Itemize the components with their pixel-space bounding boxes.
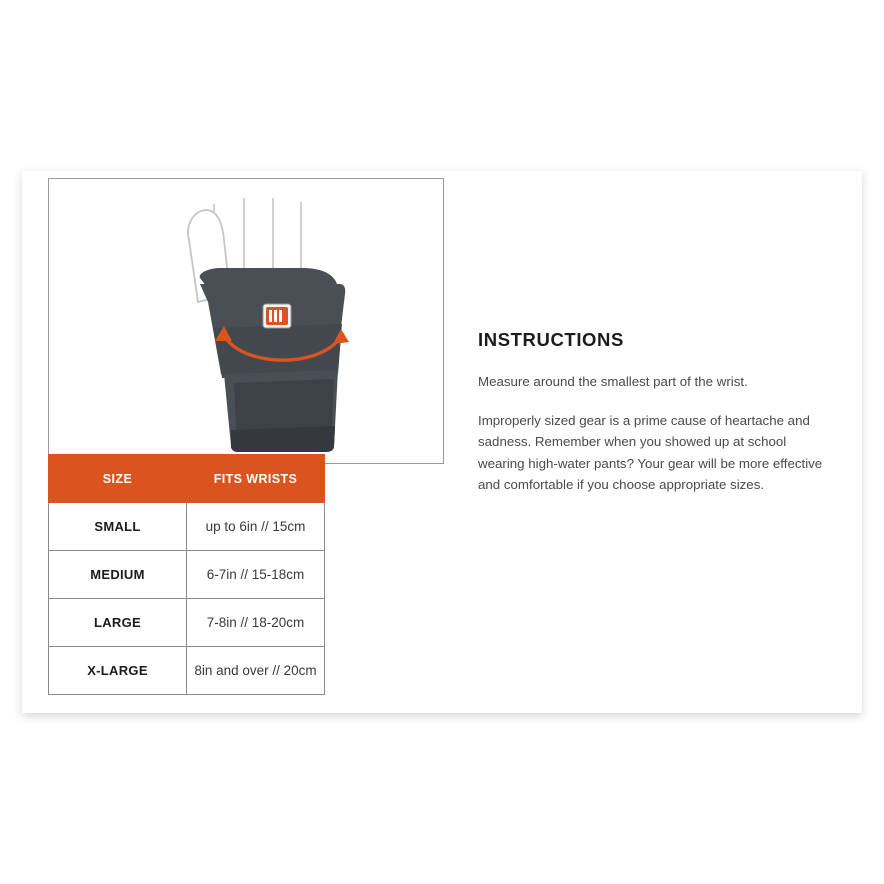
cell-size: MEDIUM: [49, 551, 187, 599]
table-row: [49, 647, 325, 695]
cell-fits: 7-8in // 18-20cm: [187, 599, 325, 647]
column-header-size: SIZE: [49, 455, 187, 503]
size-chart-card: [22, 171, 862, 713]
wrist-support-brace-illustration: [48, 178, 444, 464]
logo-badge: [263, 304, 291, 328]
table-header-row: [49, 455, 325, 503]
cell-size: LARGE: [49, 599, 187, 647]
table-row: [49, 599, 325, 647]
table-body: [49, 503, 325, 695]
instructions-paragraph-1: Measure around the smallest part of the wrist.: [478, 374, 748, 389]
column-header-fits-wrists: FITS WRISTS: [187, 455, 325, 503]
instructions-paragraph-2: Improperly sized gear is a prime cause of heartache and sadness. Remember when you showed up at school wearing high-water pants? Your gear will be more effective and comfortable if you choose appropriate sizes.: [478, 412, 823, 493]
table-row: [49, 503, 325, 551]
cell-fits: 8in and over // 20cm: [187, 647, 325, 695]
cell-fits: up to 6in // 15cm: [187, 503, 325, 551]
instructions-title: INSTRUCTIONS: [478, 329, 624, 350]
cell-size: SMALL: [49, 503, 187, 551]
cell-size: X-LARGE: [49, 647, 187, 695]
cell-fits: 6-7in // 15-18cm: [187, 551, 325, 599]
table-row: [49, 551, 325, 599]
table-header: [49, 455, 325, 503]
instructions-section: [478, 329, 830, 496]
size-chart-table: [48, 454, 325, 695]
